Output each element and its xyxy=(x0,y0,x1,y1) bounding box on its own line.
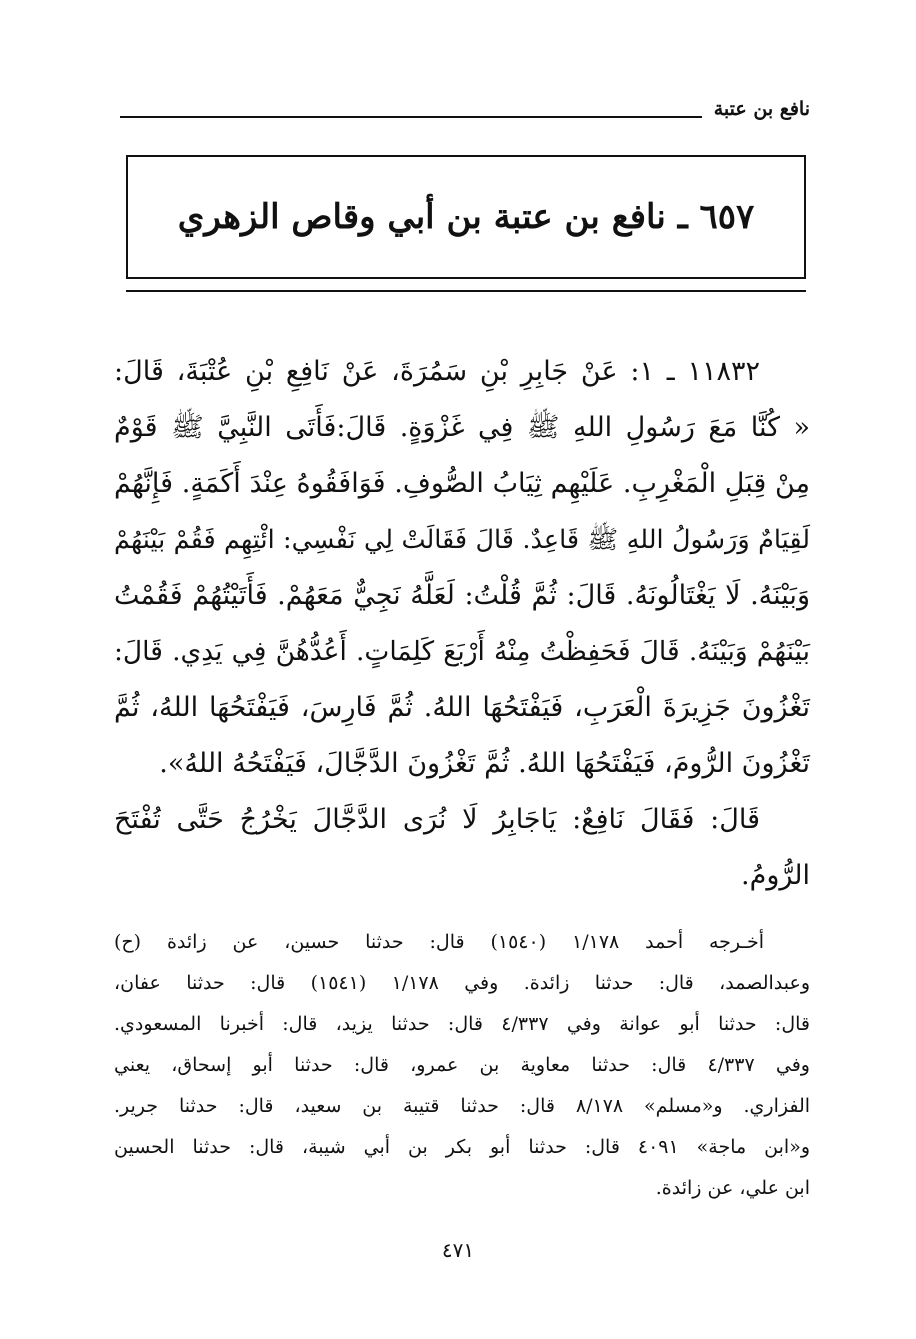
hadith-line: تَغْزُونَ الرُّومَ، فَيَفْتَحُهَا اللهُ. ثُمَّ تَغْزُونَ الدَّجَّالَ، فَيَفْتَحُهُ اللهُ». xyxy=(159,748,810,779)
hadith-line: الرُّومُ. xyxy=(741,860,810,891)
hadith-text xyxy=(114,344,810,904)
takhrij-line: وفي ٤/٣٣٧ قال: حدثنا معاوية بن عمرو، قال: حدثنا أبو إسحاق، يعني xyxy=(114,1054,810,1076)
page-number: ٤٧١ xyxy=(441,1238,475,1262)
hadith-line: ١١٨٣٢ ـ ١: عَنْ جَابِرِ بْنِ سَمُرَةَ، عَنْ نَافِعِ بْنِ عُتْبَةَ، قَالَ: xyxy=(114,356,760,387)
takhrij-footnote xyxy=(114,922,810,1209)
title-underline-rule xyxy=(126,290,806,292)
takhrij-line: ابن علي، عن زائدة. xyxy=(655,1177,810,1199)
running-title: نافع بن عتبة xyxy=(713,98,810,120)
chapter-title: ٦٥٧ ـ نافع بن عتبة بن أبي وقاص الزهري xyxy=(177,197,755,237)
takhrij-line: أخـرجه أحمد ١/١٧٨ (١٥٤٠) قال: حدثنا حسين، عن زائدة (ح) xyxy=(114,931,764,953)
hadith-line: لَقِيَامٌ وَرَسُولُ اللهِ ﷺ قَاعِدٌ. قَالَ فَقَالَتْ لِي نَفْسِي: ائْتِهِم فَقُمْ بَيْنَهُمْ xyxy=(114,525,810,555)
takhrij-line: الفزاري. و«مسلم» ٨/١٧٨ قال: حدثنا قتيبة بن سعيد، قال: حدثنا جرير. xyxy=(114,1095,811,1117)
takhrij-line: قال: حدثنا أبو عوانة وفي ٤/٣٣٧ قال: حدثنا يزيد، قال: أخبرنا المسعودي. xyxy=(114,1013,810,1035)
takhrij-line: و«ابن ماجة» ٤٠٩١ قال: حدثنا أبو بكر بن أبي شيبة، قال: حدثنا الحسين xyxy=(114,1136,810,1158)
running-header xyxy=(120,92,810,132)
hadith-line: مِنْ قِبَلِ الْمَغْرِبِ. عَلَيْهِم ثِيَابُ الصُّوفِ. فَوَافَقُوهُ عِنْدَ أَكَمَةٍ. فَإِنَّهُمْ xyxy=(114,468,810,499)
hadith-line: بَيْنَهُمْ وَبَيْنَهُ. قَالَ فَحَفِظْتُ مِنْهُ أَرْبَعَ كَلِمَاتٍ. أَعُدُّهُنَّ فِي يَدِي. قَالَ: xyxy=(114,636,810,667)
header-rule xyxy=(120,116,702,118)
hadith-line: وَبَيْنَهُ. لَا يَغْتَالُونَهُ. قَالَ: ثُمَّ قُلْتُ: لَعَلَّهُ نَجِيٌّ مَعَهُمْ. فَأَتَيْتُهُمْ فَقُمْتُ xyxy=(114,580,810,611)
hadith-line: « كُنَّا مَعَ رَسُولِ اللهِ ﷺ فِي غَزْوَةٍ. قَالَ:فَأَتَى النَّبِيَّ ﷺ قَوْمٌ xyxy=(114,412,810,443)
hadith-line: تَغْزُونَ جَزِيرَةَ الْعَرَبِ، فَيَفْتَحُهَا اللهُ. ثُمَّ فَارِسَ، فَيَفْتَحُهَا اللهُ، ثُمَّ xyxy=(114,692,810,723)
takhrij-line: وعبدالصمد، قال: حدثنا زائدة. وفي ١/١٧٨ (١٥٤١) قال: حدثنا عفان، xyxy=(114,972,810,994)
hadith-line: قَالَ: فَقَالَ نَافِعٌ: يَاجَابِرُ لَا نُرَى الدَّجَّالَ يَخْرُجُ حَتَّى تُفْتَحَ xyxy=(114,804,760,835)
chapter-title-box xyxy=(126,155,806,279)
